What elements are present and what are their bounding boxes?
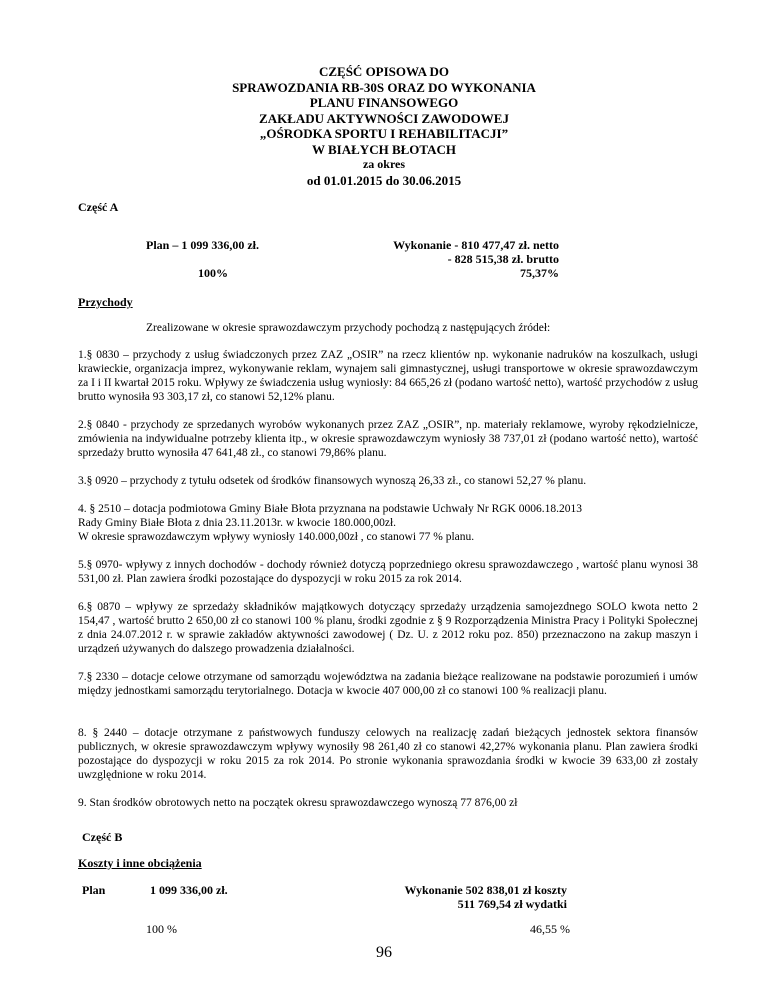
part-a-plan-percent: 100% <box>198 266 228 280</box>
title-line: CZĘŚĆ OPISOWA DO <box>318 64 450 79</box>
part-b-execution-costs: Wykonanie 502 838,01 zł koszty <box>404 883 567 897</box>
income-paragraph: 5.§ 0970- wpływy z innych dochodów - dochody również dotyczą poprzedniego okresu sprawozdawczego , wartość planu wynosi 38 531,00 zł. Plan zawiera środki pozostające do dyspozycji w roku 2015 za rok 2014. <box>78 559 698 585</box>
income-intro: Zrealizowane w okresie sprawozdawczym przychody pochodzą z następujących źródeł: <box>146 322 551 334</box>
page-number: 96 <box>376 944 392 961</box>
part-b-plan-label: Plan <box>82 883 106 897</box>
income-paragraph: 4. § 2510 – dotacja podmiotowa Gminy Białe Błota przyznana na podstawie Uchwały Nr RGK 0006.18.2013 Rady Gminy Białe Błota z dnia 23.11.2013r. w kwocie 180.000,00zł. W okresie sprawozdawczym wpływy wyniosły 140.000,00zł , co stanowi 77 % planu. <box>78 503 582 543</box>
title-line: „OŚRODKA SPORTU I REHABILITACJI” <box>259 126 509 141</box>
title-line: ZAKŁADU AKTYWNOŚCI ZAWODOWEJ <box>259 110 509 126</box>
title-line: W BIAŁYCH BŁOTACH <box>312 141 456 157</box>
document-title <box>0 64 768 188</box>
income-paragraph: 8. § 2440 – dotacje otrzymane z państwowych funduszy celowych na realizację zadań bieżących jednostek sektora finansów publicznych, w okresie sprawozdawczym wpływy wynosiły 98 261,40 zł co stanowi 42,27% wykonania planu. Plan zawiera środki pozostające do dyspozycji w roku 2015 za rok 2014. Po stronie wykonania sprawozdania środki w kwocie 39 633,00 zł zostały uwzględnione w roku 2014. <box>78 727 698 781</box>
part-a-plan: Plan – 1 099 336,00 zł. <box>146 238 259 252</box>
part-a-heading: Część A <box>78 200 119 214</box>
title-line: SPRAWOZDANIA RB-30S ORAZ DO WYKONANIA <box>232 79 536 95</box>
income-paragraph: 1.§ 0830 – przychody z usług świadczonych przez ZAZ „OSIR” na rzecz klientów np. wykonanie nadruków na koszulkach, usługi krawieckie, organizacja imprez, wykonywanie reklam, wynajem sali gimnastycznej, usługi transportowe w okresie sprawozdawczym za I i II kwartał 2015 roku. Wpływy ze świadczenia usług wyniosły: 84 665,26 zł (podano wartość netto), wartość przychodów z usług brutto wynosiła 93 303,17 zł, co stanowi 52,12% planu. <box>78 349 698 403</box>
part-b-execution-expenses: 511 769,54 zł wydatki <box>457 897 567 911</box>
title-line: PLANU FINANSOWEGO <box>309 95 459 110</box>
income-paragraph: 2.§ 0840 - przychody ze sprzedanych wyrobów wykonanych przez ZAZ „OSIR”, np. materiały reklamowe, wyroby rękodzielnicze, zmówienia na indywidualne potrzeby klienta itp., w okresie sprawozdawczym wyniosły 38 737,01 zł (podano wartość netto), wartość sprzedaży brutto wynosiła 47 641,48 zł., co stanowi 79,86% planu. <box>78 419 698 459</box>
part-a-execution-gross: - 828 515,38 zł. brutto <box>447 252 559 266</box>
income-paragraph: 3.§ 0920 – przychody z tytułu odsetek od środków finansowych wynoszą 26,33 zł., co stanowi 52,27 % planu. <box>78 475 587 487</box>
part-a-execution-net: Wykonanie - 810 477,47 zł. netto <box>393 238 559 252</box>
income-heading: Przychody <box>78 295 133 309</box>
part-b-plan-percent: 100 % <box>146 922 177 936</box>
title-period: od 01.01.2015 do 30.06.2015 <box>306 172 462 188</box>
income-paragraph: 9. Stan środków obrotowych netto na początek okresu sprawozdawczego wynoszą 77 876,00 zł <box>78 797 518 809</box>
part-b-heading: Część B <box>82 830 123 844</box>
title-line: za okres <box>362 157 406 171</box>
costs-heading: Koszty i inne obciążenia <box>78 856 202 870</box>
income-paragraph: 6.§ 0870 – wpływy ze sprzedaży składników majątkowych dotyczący sprzedaży urządzenia samojezdnego SOLO kwota netto 2 154,47 , wartość brutto 2 650,00 zł co stanowi 100 % planu, środki zgodnie z § 9 Rozporządzenia Ministra Pracy i Polityki Społecznej z dnia 24.07.2012 r. w sprawie zakładów aktywności zawodowej ( Dz. U. z 2012 roku poz. 850) przeznaczono na zakup maszyn i urządzeń używanych do dalszego prowadzenia działalności. <box>78 601 698 655</box>
part-b-execution-percent: 46,55 % <box>530 922 570 936</box>
part-a-execution-percent: 75,37% <box>520 266 559 280</box>
income-paragraph: 7.§ 2330 – dotacje celowe otrzymane od samorządu województwa na zadania bieżące realizowane na podstawie porozumień i umów między jednostkami samorządu terytorialnego. Dotacja w kwocie 407 000,00 zł co stanowi 100 % realizacji planu. <box>78 671 698 697</box>
part-b-plan-value: 1 099 336,00 zł. <box>150 883 228 897</box>
